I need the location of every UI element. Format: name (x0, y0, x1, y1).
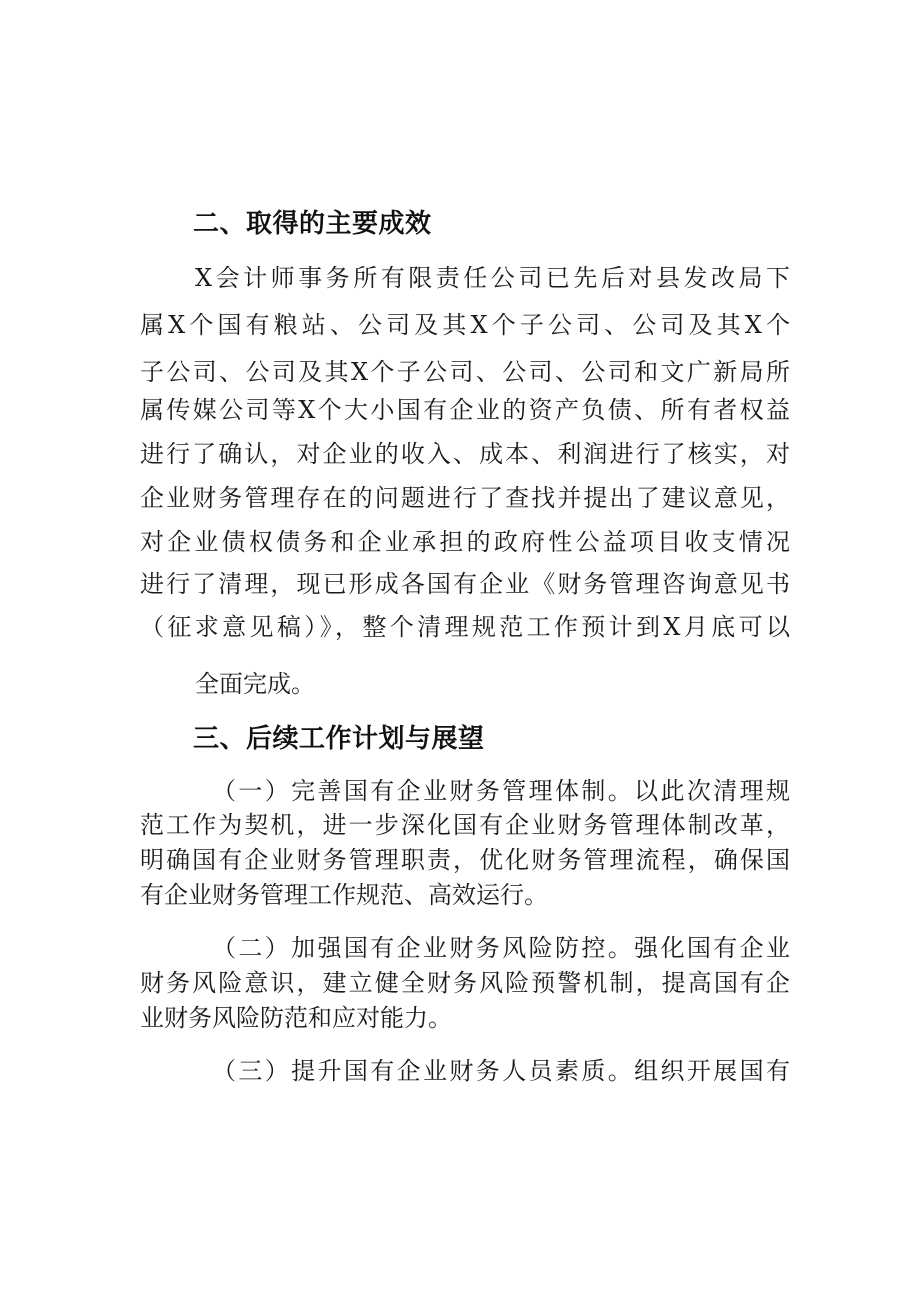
paragraph-line: 进行了确认，对企业的收入、成本、利润进行了核实，对 (140, 440, 790, 468)
paragraph-line: 业财务风险防范和应对能力。 (140, 1004, 452, 1032)
section-heading-plans: 三、后续工作计划与展望 (193, 724, 485, 754)
paragraph-line: 子公司、公司及其X个子公司、公司、公司和文广新局所 (140, 358, 790, 386)
paragraph-line: （一）完善国有企业财务管理体制。以此次清理规 (212, 777, 790, 805)
paragraph-line: 进行了清理，现已形成各国有企业《财务管理咨询意见书 (140, 570, 790, 598)
paragraph-line: 财务风险意识，建立健全财务风险预警机制，提高国有企 (140, 969, 790, 997)
paragraph-line: 企业财务管理存在的问题进行了查找并提出了建议意见， (140, 484, 790, 512)
paragraph-line: （三）提升国有企业财务人员素质。组织开展国有 (212, 1057, 790, 1085)
paragraph-line: （二）加强国有企业财务风险防控。强化国有企业 (212, 934, 790, 962)
section-heading-achievements: 二、取得的主要成效 (193, 209, 432, 239)
paragraph-line: 有企业财务管理工作规范、高效运行。 (140, 881, 548, 909)
paragraph-line: 全面完成。 (195, 670, 315, 698)
paragraph-line: 对企业债权债务和企业承担的政府性公益项目收支情况 (140, 528, 790, 556)
paragraph-line: 属X个国有粮站、公司及其X个子公司、公司及其X个 (140, 311, 790, 339)
paragraph-line: 属传媒公司等X个大小国有企业的资产负债、所有者权益 (140, 396, 790, 424)
paragraph-line: （征求意见稿）》，整个清理规范工作预计到X月底可以 (140, 613, 790, 641)
paragraph-line: X会计师事务所有限责任公司已先后对县发改局下 (195, 264, 790, 292)
paragraph-line: 范工作为契机，进一步深化国有企业财务管理体制改革， (140, 811, 790, 839)
paragraph-line: 明确国有企业财务管理职责，优化财务管理流程，确保国 (140, 846, 790, 874)
